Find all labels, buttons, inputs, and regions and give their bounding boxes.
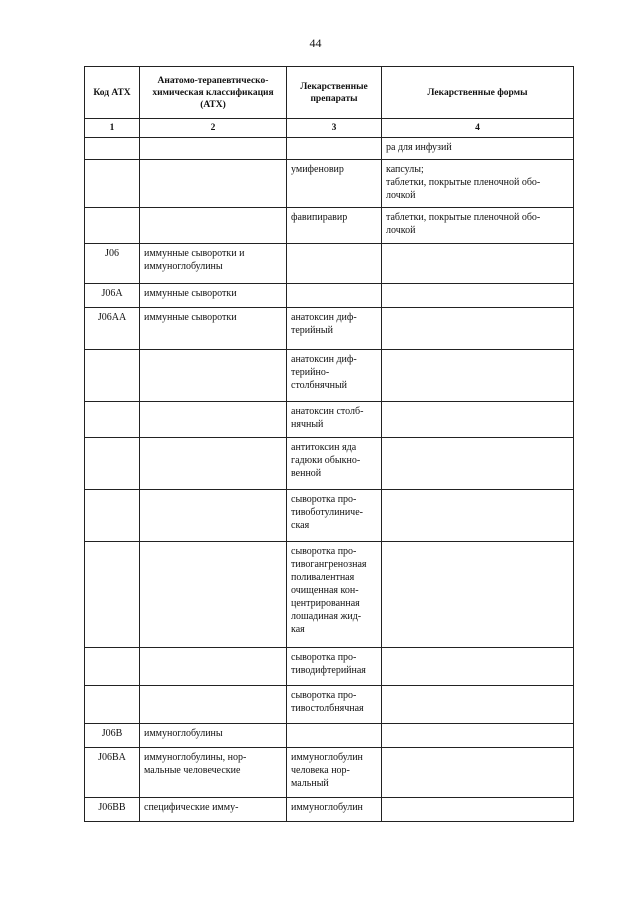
dosage-form-cell: ра для инфузий bbox=[382, 138, 574, 160]
dosage-form-cell bbox=[382, 438, 574, 490]
atx-code-cell bbox=[85, 490, 140, 542]
dosage-form-cell bbox=[382, 490, 574, 542]
atx-code-cell bbox=[85, 542, 140, 648]
table-row bbox=[85, 748, 574, 798]
atx-class-cell: иммунные сыворотки bbox=[140, 308, 287, 350]
drug-cell: сыворотка про- тиводифтерийная bbox=[287, 648, 382, 686]
table-row bbox=[85, 438, 574, 490]
column-number: 1 bbox=[85, 119, 140, 138]
table-row bbox=[85, 648, 574, 686]
column-number: 4 bbox=[382, 119, 574, 138]
table-row bbox=[85, 284, 574, 308]
atx-class-cell bbox=[140, 208, 287, 244]
atx-class-cell: иммунные сыворотки и иммуноглобулины bbox=[140, 244, 287, 284]
atx-code-cell bbox=[85, 350, 140, 402]
drug-cell bbox=[287, 284, 382, 308]
header-atx-classification: Анатомо-терапевтическо- химическая классификация (АТХ) bbox=[140, 67, 287, 119]
atx-class-cell bbox=[140, 686, 287, 724]
header-atx-code: Код АТХ bbox=[85, 67, 140, 119]
atx-class-cell: иммуноглобулины bbox=[140, 724, 287, 748]
column-number: 2 bbox=[140, 119, 287, 138]
drug-cell: умифеновир bbox=[287, 160, 382, 208]
atx-class-cell: иммуноглобулины, нор- мальные человеческие bbox=[140, 748, 287, 798]
page-number: 44 bbox=[309, 36, 322, 50]
atx-class-cell bbox=[140, 402, 287, 438]
table-row bbox=[85, 542, 574, 648]
dosage-form-cell bbox=[382, 308, 574, 350]
atx-code-cell: J06A bbox=[85, 284, 140, 308]
dosage-form-cell: капсулы; таблетки, покрытые пленочной обо- лочкой bbox=[382, 160, 574, 208]
header-dosage-forms: Лекарственные формы bbox=[382, 67, 574, 119]
drug-cell: фавипиравир bbox=[287, 208, 382, 244]
drug-cell: анатоксин диф- терийно- столбнячный bbox=[287, 350, 382, 402]
table-row bbox=[85, 798, 574, 822]
atx-class-cell bbox=[140, 438, 287, 490]
atx-class-cell: специфические имму- bbox=[140, 798, 287, 822]
atx-code-cell: J06AA bbox=[85, 308, 140, 350]
header-drugs: Лекарственные препараты bbox=[287, 67, 382, 119]
atx-class-cell bbox=[140, 490, 287, 542]
drug-cell bbox=[287, 724, 382, 748]
atx-class-cell bbox=[140, 542, 287, 648]
atx-table bbox=[84, 66, 574, 822]
atx-code-cell bbox=[85, 138, 140, 160]
atx-code-cell bbox=[85, 208, 140, 244]
drug-cell: иммуноглобулин bbox=[287, 798, 382, 822]
drug-cell: антитоксин яда гадюки обыкно- венной bbox=[287, 438, 382, 490]
atx-code-cell bbox=[85, 402, 140, 438]
table-row bbox=[85, 308, 574, 350]
dosage-form-cell bbox=[382, 648, 574, 686]
atx-class-cell bbox=[140, 160, 287, 208]
atx-code-cell bbox=[85, 160, 140, 208]
dosage-form-cell bbox=[382, 284, 574, 308]
dosage-form-cell bbox=[382, 798, 574, 822]
table-row bbox=[85, 138, 574, 160]
column-number: 3 bbox=[287, 119, 382, 138]
table-row bbox=[85, 244, 574, 284]
atx-code-cell: J06BB bbox=[85, 798, 140, 822]
drug-cell: иммуноглобулин человека нор- мальный bbox=[287, 748, 382, 798]
atx-class-cell bbox=[140, 138, 287, 160]
dosage-form-cell bbox=[382, 724, 574, 748]
table-row bbox=[85, 686, 574, 724]
table-row bbox=[85, 208, 574, 244]
dosage-form-cell bbox=[382, 686, 574, 724]
drug-cell: сыворотка про- тивоботулиниче- ская bbox=[287, 490, 382, 542]
atx-class-cell: иммунные сыворотки bbox=[140, 284, 287, 308]
drug-cell: сыворотка про- тивостолбнячная bbox=[287, 686, 382, 724]
dosage-form-cell bbox=[382, 542, 574, 648]
drug-cell bbox=[287, 138, 382, 160]
atx-code-cell: J06B bbox=[85, 724, 140, 748]
atx-class-cell bbox=[140, 648, 287, 686]
drug-cell: анатоксин диф- терийный bbox=[287, 308, 382, 350]
table-row bbox=[85, 724, 574, 748]
table-row bbox=[85, 350, 574, 402]
column-number-row bbox=[85, 119, 574, 138]
atx-class-cell bbox=[140, 350, 287, 402]
dosage-form-cell bbox=[382, 748, 574, 798]
dosage-form-cell bbox=[382, 244, 574, 284]
drug-cell: сыворотка про- тивогангренозная поливалентная очищенная кон- центрированная лошадиная жид- кая bbox=[287, 542, 382, 648]
atx-code-cell bbox=[85, 686, 140, 724]
dosage-form-cell bbox=[382, 402, 574, 438]
table-row bbox=[85, 160, 574, 208]
drug-cell: анатоксин столб- нячный bbox=[287, 402, 382, 438]
atx-code-cell bbox=[85, 648, 140, 686]
table-header-row bbox=[85, 67, 574, 119]
atx-code-cell bbox=[85, 438, 140, 490]
table-row bbox=[85, 402, 574, 438]
atx-code-cell: J06 bbox=[85, 244, 140, 284]
table-row bbox=[85, 490, 574, 542]
atx-code-cell: J06BA bbox=[85, 748, 140, 798]
drug-cell bbox=[287, 244, 382, 284]
dosage-form-cell bbox=[382, 350, 574, 402]
dosage-form-cell: таблетки, покрытые пленочной обо- лочкой bbox=[382, 208, 574, 244]
